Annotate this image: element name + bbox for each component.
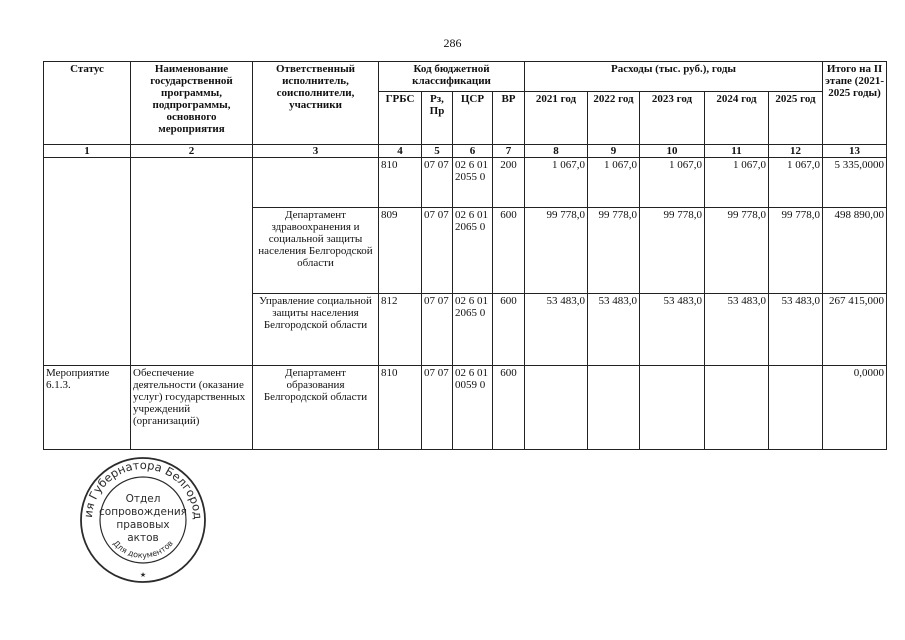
column-number: 8: [525, 145, 588, 158]
total-cell: 5 335,0000: [823, 158, 887, 208]
stamp-seal: [79, 456, 207, 584]
y2023-cell: 1 067,0: [640, 158, 705, 208]
page-number: 286: [443, 36, 462, 50]
column-number: 9: [588, 145, 640, 158]
executor-cell: Департамент образования Белгородской области: [253, 366, 379, 450]
rzpr-cell: 07 07: [422, 294, 453, 366]
y2024-cell: 53 483,0: [705, 294, 769, 366]
table-row: [44, 158, 887, 208]
vr-cell: 600: [493, 366, 525, 450]
y2023-cell: [640, 366, 705, 450]
y2021-cell: [525, 366, 588, 450]
y2023-cell: 53 483,0: [640, 294, 705, 366]
column-number: 3: [253, 145, 379, 158]
status-cell: [44, 158, 131, 366]
y2024-cell: [705, 366, 769, 450]
budget-table: [43, 61, 887, 450]
csr-cell: 02 6 01 2055 0: [453, 158, 493, 208]
stamp-center-line: актов: [127, 532, 159, 544]
name-cell: [131, 158, 253, 366]
executor-cell: Департамент здравоохранения и социальной защиты населения Белгородской области: [253, 208, 379, 294]
rzpr-cell: 07 07: [422, 366, 453, 450]
y2025-cell: 1 067,0: [769, 158, 823, 208]
grbs-cell: 810: [379, 158, 422, 208]
total-cell: 498 890,00: [823, 208, 887, 294]
header-csr: ЦСР: [453, 92, 493, 145]
column-number: 6: [453, 145, 493, 158]
y2025-cell: [769, 366, 823, 450]
stamp-center-line: сопровождения: [99, 506, 187, 518]
total-cell: 267 415,000: [823, 294, 887, 366]
grbs-cell: 812: [379, 294, 422, 366]
column-number: 5: [422, 145, 453, 158]
y2022-cell: 1 067,0: [588, 158, 640, 208]
stamp-bottom-text: Для документов: [111, 538, 175, 560]
y2021-cell: 1 067,0: [525, 158, 588, 208]
y2025-cell: 53 483,0: [769, 294, 823, 366]
stamp-center-line: правовых: [116, 519, 170, 531]
header-2024: 2024 год: [705, 92, 769, 145]
y2022-cell: [588, 366, 640, 450]
y2025-cell: 99 778,0: [769, 208, 823, 294]
y2022-cell: 53 483,0: [588, 294, 640, 366]
header-name: Наименование государственной программы, подпрограммы, основного мероприятия: [131, 62, 253, 145]
y2022-cell: 99 778,0: [588, 208, 640, 294]
column-number: 11: [705, 145, 769, 158]
column-number: 7: [493, 145, 525, 158]
header-2023: 2023 год: [640, 92, 705, 145]
column-number: 1: [44, 145, 131, 158]
stamp-center-line: Отдел: [125, 493, 161, 505]
csr-cell: 02 6 01 2065 0: [453, 208, 493, 294]
header-total: Итого на II этапе (2021-2025 годы): [823, 62, 887, 145]
header-2025: 2025 год: [769, 92, 823, 145]
vr-cell: 200: [493, 158, 525, 208]
csr-cell: 02 6 01 2065 0: [453, 294, 493, 366]
column-number: 2: [131, 145, 253, 158]
header-2022: 2022 год: [588, 92, 640, 145]
header-2021: 2021 год: [525, 92, 588, 145]
rzpr-cell: 07 07: [422, 208, 453, 294]
vr-cell: 600: [493, 294, 525, 366]
table-row: [44, 366, 887, 450]
y2024-cell: 99 778,0: [705, 208, 769, 294]
official-stamp: [79, 456, 207, 584]
column-number: 10: [640, 145, 705, 158]
total-cell: 0,0000: [823, 366, 887, 450]
header-expenses: Расходы (тыс. руб.), годы: [525, 62, 823, 92]
header-vr: ВР: [493, 92, 525, 145]
executor-cell: [253, 158, 379, 208]
y2024-cell: 1 067,0: [705, 158, 769, 208]
header-grbs: ГРБС: [379, 92, 422, 145]
y2021-cell: 99 778,0: [525, 208, 588, 294]
header-status: Статус: [44, 62, 131, 145]
column-number: 12: [769, 145, 823, 158]
star-icon: ★: [139, 571, 147, 579]
rzpr-cell: 07 07: [422, 158, 453, 208]
column-number: 13: [823, 145, 887, 158]
name-cell: Обеспечение деятельности (оказание услуг) государственных учреждений (организаций): [131, 366, 253, 450]
grbs-cell: 810: [379, 366, 422, 450]
y2023-cell: 99 778,0: [640, 208, 705, 294]
stamp-outer-text: ия Губернатора Белгород: [80, 457, 206, 520]
grbs-cell: 809: [379, 208, 422, 294]
header-budget-code: Код бюджетной классификации: [379, 62, 525, 92]
column-number: 4: [379, 145, 422, 158]
header-rzpr: Рз, Пр: [422, 92, 453, 145]
vr-cell: 600: [493, 208, 525, 294]
csr-cell: 02 6 01 0059 0: [453, 366, 493, 450]
status-cell: Мероприятие 6.1.3.: [44, 366, 131, 450]
header-executor: Ответственный исполнитель, соисполнители, участники: [253, 62, 379, 145]
executor-cell: Управление социальной защиты населения Белгородской области: [253, 294, 379, 366]
y2021-cell: 53 483,0: [525, 294, 588, 366]
